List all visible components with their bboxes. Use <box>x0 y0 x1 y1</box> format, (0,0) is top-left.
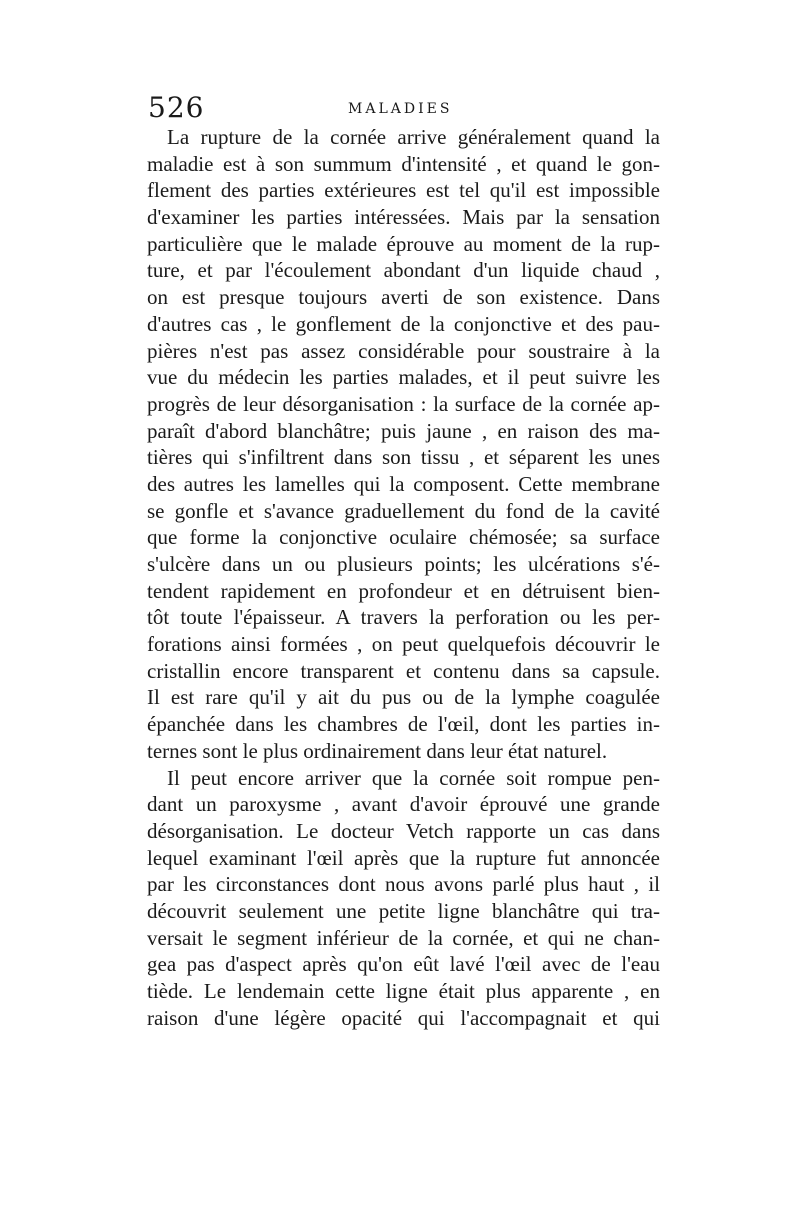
body-text <box>147 124 660 1031</box>
text-line: ture, et par l'écoulement abondant d'un liquide chaud , <box>147 258 660 283</box>
text-line: dant un paroxysme , avant d'avoir éprouvé une grande <box>147 792 660 817</box>
text-line: cristallin encore transparent et contenu dans sa capsule. <box>147 658 660 683</box>
text-line: flement des parties extérieures est tel qu'il est impossible <box>147 178 660 203</box>
text-line: ternes sont le plus ordinairement dans leur état naturel. <box>147 738 608 763</box>
running-head <box>148 88 668 128</box>
text-line: pières n'est pas assez considérable pour soustraire à la <box>147 338 660 363</box>
text-line: tières qui s'infiltrent dans son tissu , et séparent les unes <box>147 445 660 470</box>
text-line: versait le segment inférieur de la cornée, et qui ne chan- <box>147 925 660 950</box>
text-line: Il est rare qu'il y ait du pus ou de la lymphe coagulée <box>147 685 660 710</box>
text-line: tôt toute l'épaisseur. A travers la perforation ou les per- <box>147 605 660 630</box>
text-line: d'examiner les parties intéressées. Mais par la sensation <box>147 205 660 230</box>
text-line: découvrit seulement une petite ligne blanchâtre qui tra- <box>147 898 660 923</box>
text-line: maladie est à son summum d'intensité , et quand le gon- <box>147 151 660 176</box>
page-number: 526 <box>148 91 205 124</box>
text-line: se gonfle et s'avance graduellement du fond de la cavité <box>147 498 660 523</box>
text-line: des autres les lamelles qui la composent. Cette membrane <box>147 471 660 496</box>
text-line: raison d'une légère opacité qui l'accompagnait et qui <box>147 1005 660 1030</box>
text-line: que forme la conjonctive oculaire chémosée; sa surface <box>147 525 660 550</box>
text-line: forations ainsi formées , on peut quelquefois découvrir le <box>147 632 660 657</box>
text-line: Il peut encore arriver que la cornée soit rompue pen- <box>167 765 660 790</box>
text-line: tendent rapidement en profondeur et en détruisent bien- <box>147 578 660 603</box>
text-line: par les circonstances dont nous avons parlé plus haut , il <box>147 872 660 897</box>
text-line: La rupture de la cornée arrive généralement quand la <box>167 125 660 149</box>
text-line: épanchée dans les chambres de l'œil, dont les parties in- <box>147 712 660 737</box>
text-line: vue du médecin les parties malades, et il peut suivre les <box>147 365 660 390</box>
text-line: d'autres cas , le gonflement de la conjonctive et des pau- <box>147 311 660 336</box>
running-title: MALADIES <box>348 101 453 117</box>
text-line: particulière que le malade éprouve au moment de la rup- <box>147 231 660 256</box>
text-line: gea pas d'aspect après qu'on eût lavé l'œil avec de l'eau <box>147 952 660 977</box>
text-line: désorganisation. Le docteur Vetch rapporte un cas dans <box>147 818 660 843</box>
text-line: lequel examinant l'œil après que la rupture fut annoncée <box>147 845 660 870</box>
text-line: s'ulcère dans un ou plusieurs points; les ulcérations s'é- <box>147 552 660 576</box>
text-line: paraît d'abord blanchâtre; puis jaune , en raison des ma- <box>147 418 660 443</box>
text-line: progrès de leur désorganisation : la surface de la cornée ap- <box>147 391 660 416</box>
text-line: on est presque toujours averti de son existence. Dans <box>147 285 660 310</box>
text-line: tiède. Le lendemain cette ligne était plus apparente , en <box>147 979 660 1003</box>
